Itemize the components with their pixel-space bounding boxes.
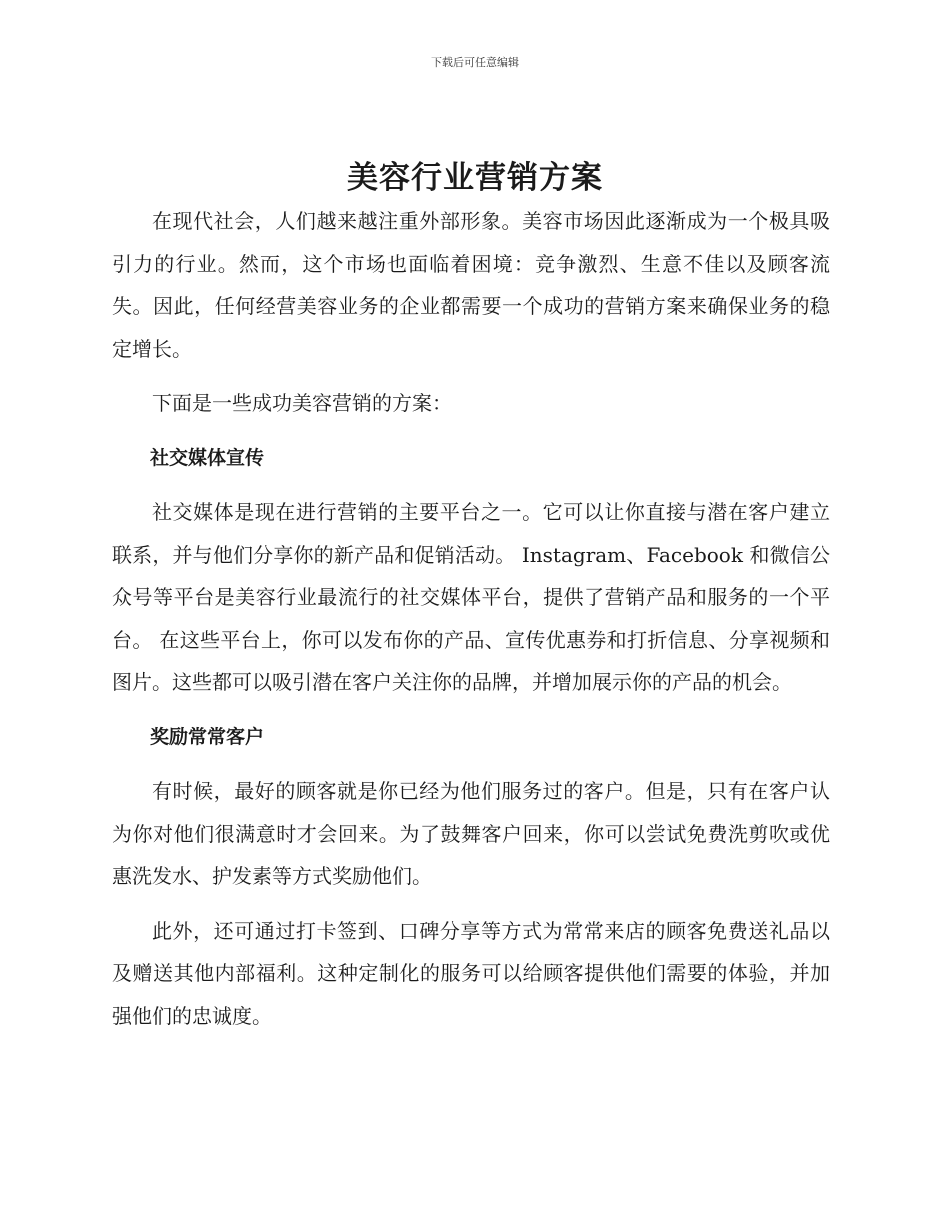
lead-paragraph: 下面是一些成功美容营销的方案： [152,391,452,415]
document-title: 美容行业营销方案 [347,160,603,196]
intro-paragraph: 在现代社会，人们越来越注重外部形象。美容市场因此逐渐成为一个极具吸引力的行业。然而，这个市场也面临着困境：竞争激烈、生意不佳以及顾客流失。因此，任何经营美容业务的企业都需要一个成功的营销方案来确保业务的稳定增长。 [112,209,830,361]
section-paragraph: 有时候，最好的顾客就是你已经为他们服务过的客户。但是，只有在客户认为你对他们很满意时才会回来。为了鼓舞客户回来，你可以尝试免费洗剪吹或优惠洗发水、护发素等方式奖励他们。 [112,779,830,888]
section-paragraph: 此外，还可通过打卡签到、口碑分享等方式为常常来店的顾客免费送礼品以及赠送其他内部福利。这种定制化的服务可以给顾客提供他们需要的体验，并加强他们的忠诚度。 [112,918,830,1028]
section-heading-reward-customers: 奖励常常客户 [150,725,265,748]
page-header: 下载后可任意编辑 [431,56,519,69]
section-heading-social-media: 社交媒体宣传 [150,446,265,469]
document-body [112,200,830,1049]
section-paragraph: 社交媒体是现在进行营销的主要平台之一。它可以让你直接与潜在客户建立联系，并与他们分享你的新产品和促销活动。 Instagram、Facebook 和微信公众号等平台是美容行业最流行的社交媒体平台，提供了营销产品和服务的一个平台。 在这些平台上，你可以发布你的产品、宣传优惠券和打折信息、分享视频和图片。这些都可以吸引潜在客户关注你的品牌，并增加展示你的产品的机会。 [112,500,830,694]
